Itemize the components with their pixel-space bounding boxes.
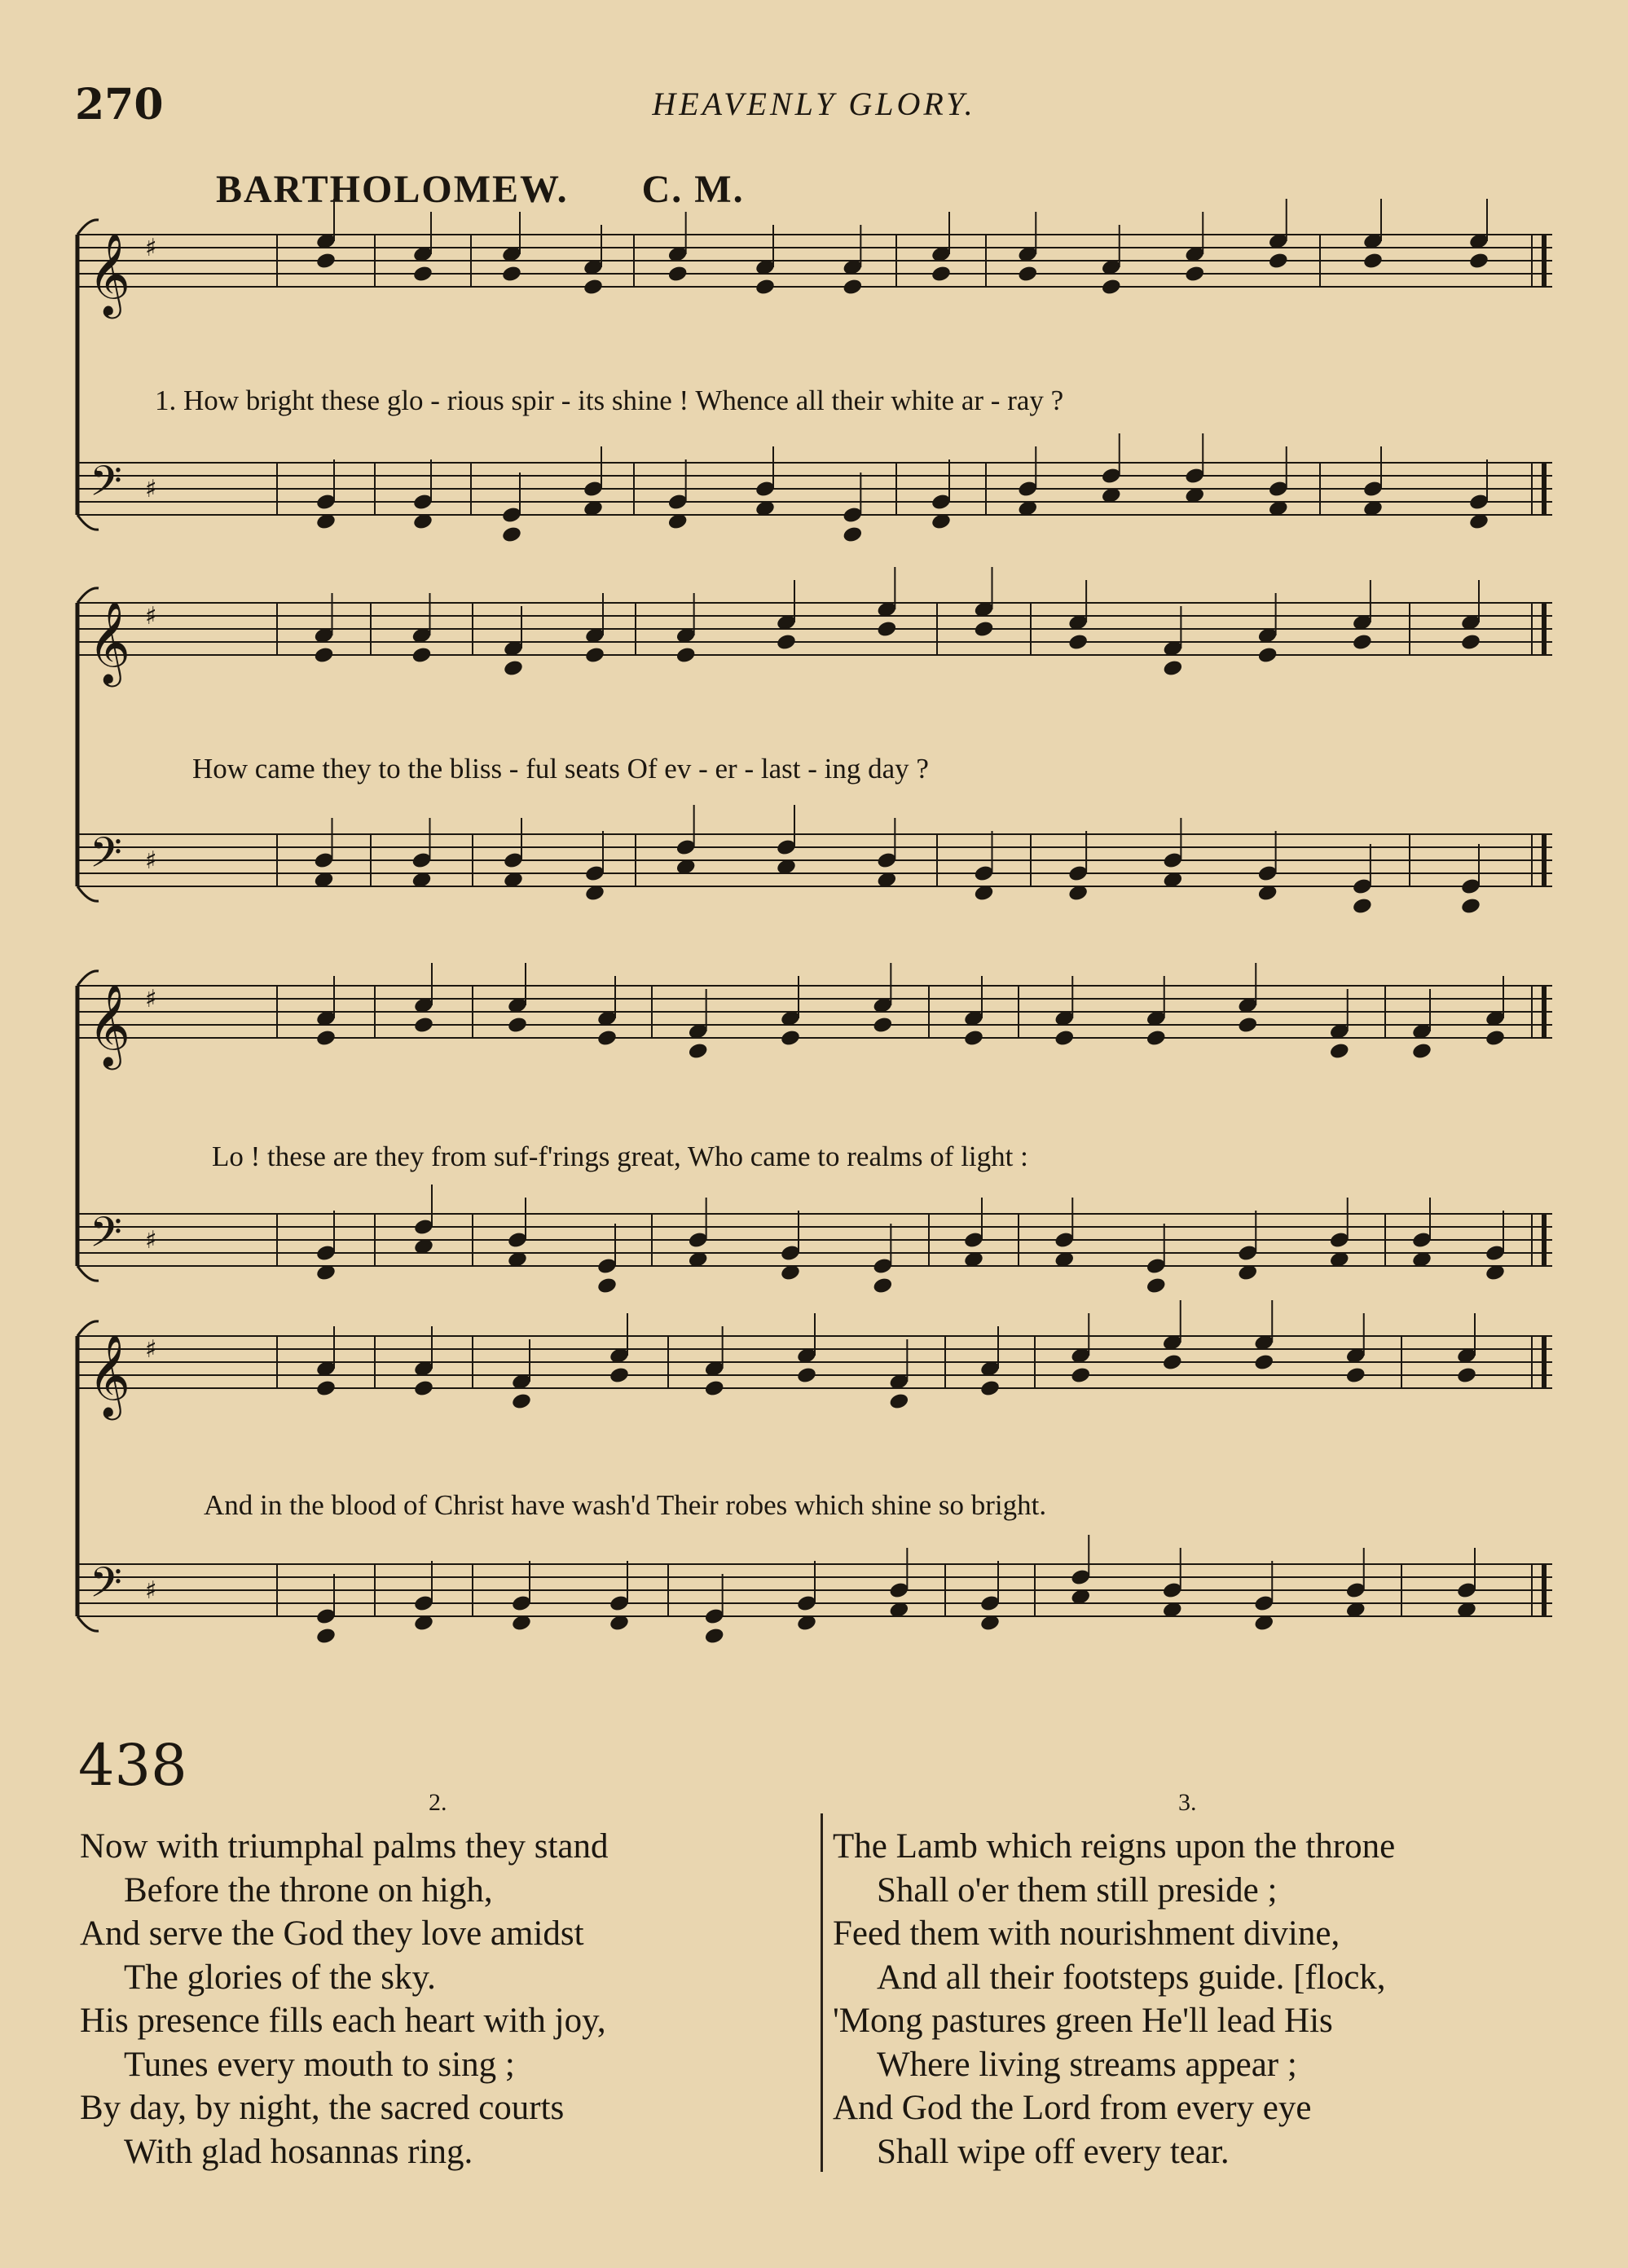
note-head — [1362, 252, 1384, 270]
note-head — [675, 646, 697, 665]
note-head — [511, 1392, 532, 1411]
note-head — [776, 633, 797, 652]
note-head — [704, 1627, 725, 1646]
note-head — [596, 1277, 618, 1295]
bass-clef-icon: 𝄢 — [90, 456, 122, 516]
bracket-hook — [77, 886, 99, 901]
verse-line: Where living streams appear ; — [877, 2045, 1297, 2084]
note-head — [1237, 1016, 1258, 1035]
note-head — [501, 265, 522, 284]
page-number: 270 — [75, 80, 164, 130]
note-head — [412, 265, 433, 284]
note-head — [315, 252, 337, 270]
note-head — [688, 1042, 709, 1061]
note-head — [315, 1627, 337, 1646]
verse-line: With glad hosannas ring. — [124, 2132, 473, 2171]
note-head — [583, 278, 604, 297]
lyric-line-2: How came they to the bliss - ful seats Of ev - er - last - ing day ? — [192, 753, 929, 785]
note-head — [1345, 1366, 1366, 1385]
verse-line: By day, by night, the sacred courts — [80, 2089, 565, 2127]
lyric-line-1: 1. How bright these glo - rious spir - its shine ! Whence all their white ar - ray ? — [155, 385, 1064, 416]
note-head — [876, 620, 897, 639]
sharp-icon: ♯ — [145, 846, 157, 875]
verse-line: Tunes every mouth to sing ; — [124, 2045, 515, 2084]
note-head — [1456, 1366, 1477, 1385]
treble-clef-icon: 𝄞 — [88, 231, 131, 315]
verse-line: Before the throne on high, — [124, 1870, 493, 1910]
lyric-line-3: Lo ! these are they from suf-f'rings great, Who came to realms of light : — [212, 1141, 1028, 1172]
bass-clef-icon: 𝄢 — [90, 828, 122, 887]
hymn-number: 438 — [78, 1732, 187, 1799]
verse-line: The glories of the sky. — [124, 1958, 436, 1997]
bracket-hook — [77, 1266, 99, 1281]
note-head — [507, 1016, 528, 1035]
lyric-line-4: And in the blood of Christ have wash'd Their robes which shine so bright. — [204, 1489, 1047, 1521]
note-head — [1146, 1029, 1167, 1048]
note-head — [1067, 633, 1089, 652]
note-head — [501, 525, 522, 544]
treble-clef-icon: 𝄞 — [88, 1333, 131, 1417]
verse-number-3: 3. — [1178, 1789, 1197, 1816]
bracket-hook — [77, 515, 99, 530]
note-head — [1460, 633, 1481, 652]
verse-line: 'Mong pastures green He'll lead His — [833, 2002, 1333, 2040]
note-head — [1468, 252, 1489, 270]
verse-line: Shall wipe off every tear. — [877, 2132, 1230, 2171]
verse-line: And God the Lord from every eye — [833, 2089, 1312, 2127]
note-head — [1485, 1029, 1506, 1048]
verse-number-2: 2. — [429, 1789, 447, 1816]
note-head — [1054, 1029, 1075, 1048]
note-head — [413, 1016, 434, 1035]
note-head — [780, 1029, 801, 1048]
note-head — [1162, 659, 1183, 678]
treble-clef-icon: 𝄞 — [88, 600, 131, 683]
running-head: HEAVENLY GLORY. — [652, 86, 976, 122]
note-head — [1329, 1042, 1350, 1061]
note-head — [872, 1016, 893, 1035]
note-head — [963, 1029, 984, 1048]
note-head — [1162, 1353, 1183, 1372]
sharp-icon: ♯ — [145, 1226, 157, 1255]
verse-line: Feed them with nourishment divine, — [833, 1914, 1340, 1953]
note-head — [973, 620, 994, 639]
note-head — [704, 1379, 725, 1398]
verse-3 — [833, 1825, 1395, 2174]
note-head — [596, 1029, 618, 1048]
verse-line: The Lamb which reigns upon the throne — [833, 1827, 1396, 1866]
verse-line: And serve the God they love amidst — [80, 1914, 584, 1953]
note-head — [931, 265, 952, 284]
note-head — [411, 646, 432, 665]
note-head — [315, 1379, 337, 1398]
verse-2 — [80, 1825, 609, 2174]
verse-line: And all their footsteps guide. [flock, — [877, 1958, 1386, 1997]
verse-line: His presence fills each heart with joy, — [80, 2002, 606, 2040]
note-head — [1460, 897, 1481, 916]
note-head — [313, 646, 334, 665]
note-head — [979, 1379, 1001, 1398]
bass-clef-icon: 𝄢 — [90, 1207, 122, 1267]
note-head — [1101, 278, 1122, 297]
note-head — [1352, 897, 1373, 916]
verse-line: Now with triumphal palms they stand — [80, 1827, 609, 1866]
note-head — [796, 1366, 817, 1385]
tune-name: BARTHOLOMEW. — [216, 168, 569, 211]
treble-clef-icon: 𝄞 — [88, 982, 131, 1066]
note-head — [888, 1392, 909, 1411]
verse-line: Shall o'er them still preside ; — [877, 1870, 1278, 1910]
note-head — [1070, 1366, 1091, 1385]
note-head — [842, 525, 863, 544]
note-head — [667, 265, 689, 284]
sharp-icon: ♯ — [145, 985, 157, 1013]
note-head — [755, 278, 776, 297]
sharp-icon: ♯ — [145, 1335, 157, 1364]
bracket-hook — [77, 1616, 99, 1631]
note-head — [872, 1277, 893, 1295]
sharp-icon: ♯ — [145, 1576, 157, 1605]
note-head — [609, 1366, 630, 1385]
note-head — [1184, 265, 1205, 284]
sharp-icon: ♯ — [145, 234, 157, 262]
note-head — [1146, 1277, 1167, 1295]
note-head — [1253, 1353, 1274, 1372]
tune-meter: C. M. — [641, 168, 745, 211]
note-head — [503, 659, 524, 678]
note-head — [584, 646, 605, 665]
sharp-icon: ♯ — [145, 475, 157, 503]
note-head — [842, 278, 863, 297]
note-head — [1268, 252, 1289, 270]
note-head — [1352, 633, 1373, 652]
note-head — [413, 1379, 434, 1398]
note-head — [1257, 646, 1278, 665]
column-divider — [821, 1813, 823, 2172]
bass-clef-icon: 𝄢 — [90, 1558, 122, 1617]
sharp-icon: ♯ — [145, 602, 157, 631]
note-head — [1411, 1042, 1432, 1061]
note-head — [315, 1029, 337, 1048]
note-head — [1017, 265, 1038, 284]
